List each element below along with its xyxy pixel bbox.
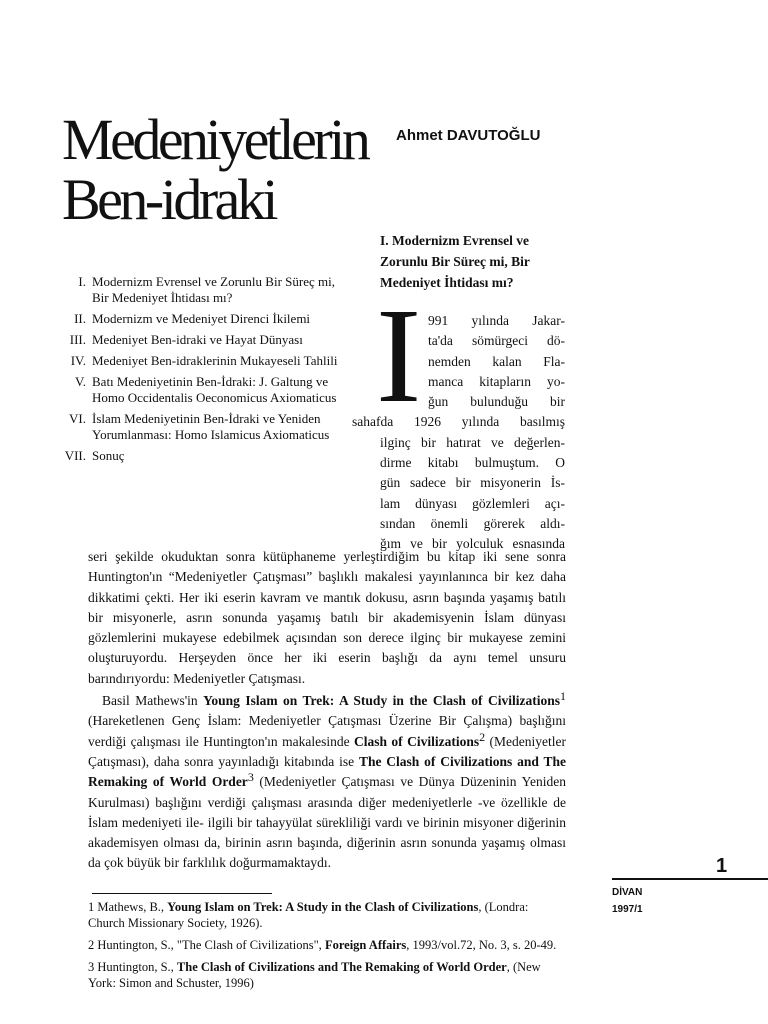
intro-line: nemden kalan Fla- [428, 353, 565, 369]
section-heading: I. Modernizm Evrensel ve Zorunlu Bir Süreç mi, Bir Medeniyet İhtidası mı? [380, 233, 530, 290]
intro-line: ilginç bir hatırat ve değerlen- [380, 434, 565, 450]
intro-line: sından önemli görerek aldı- [380, 515, 565, 531]
footnote: 3 Huntington, S., The Clash of Civilizations and The Remaking of World Order, (New York: Simon and Schuster, 1996) [88, 960, 541, 990]
footnotes [88, 899, 566, 997]
footnote: 1 Mathews, B., Young Islam on Trek: A Study in the Clash of Civilizations, (Londra: Church Missionary Society, 1926). [88, 900, 529, 930]
toc-item: II. Modernizm ve Medeniyet Direnci İkilemi [74, 311, 311, 326]
toc-item: VII. Sonuç [64, 448, 125, 463]
toc-item: VI. İslam Medeniyetinin Ben-İdraki ve Yeniden Yorumlanması: Homo Islamicus Axiomaticus [69, 411, 330, 442]
intro-line: ğım ve bir yolculuk esnasında [380, 536, 565, 552]
intro-column [352, 311, 565, 555]
intro-line: manca kitapların yo- [428, 373, 565, 389]
toc-item: III. Medeniyet Ben-idraki ve Hayat Dünyası [69, 332, 303, 347]
page-number: 1 [716, 855, 728, 877]
page-footer-rule [612, 878, 768, 880]
title-line-2: Ben-idraki [62, 167, 276, 232]
body-text [88, 547, 566, 874]
article-title [62, 107, 368, 232]
toc-item: I. Modernizm Evrensel ve Zorunlu Bir Süreç mi, Bir Medeniyet İhtidası mı? [78, 274, 335, 305]
intro-line: dirme kitabı bulmuştum. O [380, 455, 565, 471]
footnote-divider [92, 893, 272, 894]
intro-line: lam dünyası gözlemleri açı- [380, 495, 565, 511]
journal-info [612, 884, 643, 918]
journal-issue: 1997/1 [612, 904, 643, 915]
paragraph-1: seri şekilde okuduktan sonra kütüphaneme yerleştirdiğim bu kitap iki sene sonra Huntington'ın “Medeniyetler Çatışması” başlıklı makalesi yayınlanınca bir kez daha dikkatimi çekti. Her iki eserin kavram ve mantık dokusu, asrın başında yaşamış batılı bir misyonerle, asrın sonunda yaşamış batılı bir akademisyenin İslam dünyası gözlemlerini mukayese edebilmek açısından son derece ilginç bir mukayese zemini oluşturuyordu. Herşeyden önce her iki eserin başlığı da aynı temel unsuru barındırıyordu: Medeniyetler Çatışması. [88, 549, 566, 686]
paragraph-2: Basil Mathews'in Young Islam on Trek: A Study in the Clash of Civilizations$^1$ (Hareketlenen Genç İslam: Medeniyetler Çatışması Üzerine Bir Çalışma) başlığını verdiği çalışması ile Huntington'ın makalesinde Clash of Civilizations$^2$ (Medeniyetler Çatışması), daha sonra yayınladığı kitabında ise The Clash of Civilizations and The Remaking of World Order$^3$ (Medeniyetler Çatışması ve Dünya Düzeninin Yeniden Kurulması) başlığını verdiği çalışması arasında diğer medeniyetlerle -ve özellikle de İslam medeniyeti ile- ilgili bir tahayyülat sürekliliği vardı ve birinin misyoner diğerinin akademisyen olması da, birinin asrın başında, diğerinin asrın sonunda yaşamış olması da çok büyük bir farklılık doğurmamaktaydı. [88, 689, 566, 871]
toc-item: V. Batı Medeniyetinin Ben-İdraki: J. Galtung ve Homo Occidentalis Oeconomicus Axiomaticus [75, 374, 337, 405]
intro-line: 991 yılında Jakar- [428, 313, 565, 328]
journal-name: DİVAN [612, 887, 643, 898]
intro-line: ğun bulunduğu bir [428, 394, 565, 410]
author-name: Ahmet DAVUTOĞLU [396, 127, 541, 144]
footnote: 2 Huntington, S., "The Clash of Civilizations", Foreign Affairs, 1993/vol.72, No. 3, s. 20-49. [88, 938, 557, 952]
drop-cap: I [376, 281, 422, 431]
intro-line: ta'da sömürgeci dö- [428, 333, 565, 349]
title-line-1: Medeniyetlerin [62, 107, 368, 172]
intro-line: gün sadece bir misyonerin İs- [380, 475, 565, 491]
table-of-contents [60, 274, 350, 469]
intro-line: sahafda 1926 yılında basılmış [352, 414, 565, 430]
toc-item: IV. Medeniyet Ben-idraklerinin Mukayeseli Tahlili [70, 353, 338, 368]
